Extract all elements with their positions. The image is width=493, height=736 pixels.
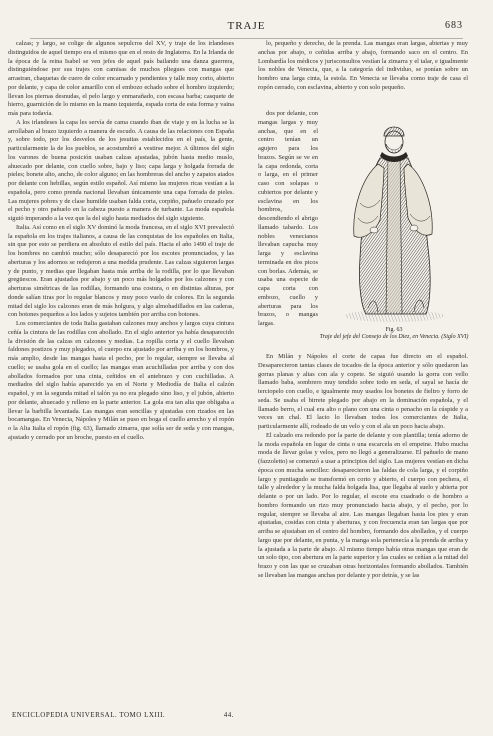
- header-rule: [30, 38, 463, 39]
- publication-title: ENCICLOPEDIA UNIVERSAL. TOMO LXIII.: [12, 711, 166, 719]
- running-title: TRAJE: [227, 20, 266, 32]
- page-number: 683: [445, 20, 463, 31]
- page-header: [30, 20, 463, 36]
- page-footer: [12, 711, 234, 721]
- venetian-official-engraving: [322, 108, 466, 326]
- paragraph: dos por delante, con mangas largas y muy anchas, que en el centro tenían un agujero para los brazos. Según se ve en la capa redonda, corta o larga, en el primer caso con solapas o cubiertos por delante y esclavina en los hombros, descendiendo el abrigo llamado tabardo. Los nobles venecianos llevaban capucha muy larga y esclavina terminada en dos picos con borlas. Además, se usaba una especie de capa corta con embozo, cuello y aberturas para los brazos, o mangas largas.: [258, 110, 318, 327]
- paragraph: Los comerciantes de toda Italia gastaban calzones muy anchos y largos cuya cintura ceñía la cintura de las rodillas con abollado. En el siglo anterior ya había desaparecido la división de las calzas en calzones y medias. La ropilla corta y el cuello llevaban faldones postizos y muy plegados, el cuerpo era ajustado por arriba y en los hombros, y más amplio, desde las mangas hasta el pecho, por lo regular, siempre se llevaba al cuello; se usaba gola en el cuello; las mangas eran acuchilladas por arriba y con dos abollados formados por una cinta, ceñidos en el antebrazo y con cuchilladas. A mediados del siglo había aparecido ya en el Norte y Mediodía de Italia el calzón español, y en la segunda mitad el talón ya no era plegado sino liso, y el jubón, abierto por delante, ahuecado y relleno en la parte anterior. La gola era tan alta que obligaba a llevar la barbilla levantada. Las mangas eran sencillas y ajustadas con rizados en las bocamangas. En Venecia, Nápoles y Milán se puso en boga el cuello arrecho y el ropón o la Alta Italia el ropón (fig. 63), llamado zimarra, que solía ser de seda y con mangas, ajustado y cerrado por un broche, puesto en el cuello.: [8, 320, 234, 441]
- left-column: [8, 40, 234, 702]
- paragraph: calzas; y largo, se colige de algunos sepulcros del XV, y traje de los irlandeses distinguidos de aquel tiempo era el mismo que en el resto de Inglaterra. En la Irlanda de la época de la reina Isabel se ven jefes de aquel país bailando una danza guerrera, distinguiéndose por sus trajes con camisas de muchos pliegues con mangas que arrastran, chaquetas de cuero de color encarnado y pendientes y talle muy corto, abierto por delante, y capa de color amarillo con el embozo echado sobre el hombro izquierdo; llevan los piernas desnudas, el pelo largo y enmarañado, con escasa barba; casquete de hierro, guarnición de lo mismo en la mano izquierda, espada corta de esta forma y vaina más para todavía.: [8, 40, 234, 117]
- paragraph: El calzado era redondo por la parte de delante y con plantilla; tenía adorno de la moda española en lugar de cinta o una escarcela en el empeine. Hubo mucha moda de llevar golas y velos, pero no llegó a generalizarse. El pañuelo de mano (fazzoletto) se comenzó a usar a principios del siglo. Las mujeres vestían en dicha época con mucha sencillez: desaparecieron las faldas de cola larga, y el corpiño largo y puntiagudo se transformó en corto y abierto, el cuerpo con pechera, el talle y alrededor y la mucha falda holgada lisa, que llegaba al suelo y abierta por delante o por un lado. Por lo regular, el escote era cuadrado o de hombro a hombro formando un rizo muy pronunciado hacia abajo, y el pecho, por lo regular, siempre se llevaba al aire. Las mangas llegaban hasta los pies y eran ajustadas, cosidas con cinta y aberturas, y con frecuencia eran tan largas que por arriba se ajustaban en el centro del hombro, formando dos abollados, y el cuerpo largo que por delante, en punta, y la manga sola pertenecía a la prenda de arriba y la ajustada a la parte de abajo. Al mismo tiempo había otras mangas que eran de un solo tipo, con abertura en la parte superior y las cuales se ceñían a la mitad del brazo y con las que se cruzaban otras horizontales formando abollados. También se llevaban las mangas anchas por delante y por detrás, y se las: [258, 431, 468, 579]
- paragraph: lo, pequeño y derecho, de la prenda. Las mangas eran largas, abiertas y muy anchas por abajo, o ceñidas arriba y abajo, formando saco en el centro. En Lombardía los médicos y jurisconsultos vestían la zimarra y el talar, e igualmente los nobles de Venecia, que, a la categoría del individuo, se ponían sobre un hombro una larga cinta, la estola. En Venecia se llevaba como traje de casa el ropón cerrado, con esclavina, abierto y con solo pequeño.: [258, 40, 468, 91]
- paragraph: En Milán y Nápoles el corte de capas fue directo en el español. Desaparecieron tantas clases de tocados de la época anterior y sólo quedaron las gorras planas y altas con ala y copete. Se siguió usando la gorra con vello llamado baba, sombrero muy tendido sobre todo en seda, el sayal se hacía de terciopelo con cuello, e igualmente muy usados los bonetes de fieltro y forro de seda. Se usaba el birrete plegado por abajo en la dominación española, y el llamado berro, el cual era alto o plano con una cinta o penacho en la cúspide y a veces un chal. El lacio lo llevaban todos los comerciantes de Italia, particularmente allí, rodeado de un velo y con el ala un poco hacia abajo.: [258, 353, 468, 430]
- figure-illustration: [322, 108, 466, 326]
- figure-caption: Traje del jefe del Consejo de los Diez, en Venecia. (Siglo XVI): [319, 334, 469, 340]
- right-column-top: [258, 40, 468, 110]
- right-column-bottom: [258, 353, 468, 702]
- paragraph: A los irlandeses la capa les servía de cama cuando iban de viaje y en la lucha se la arrollaban al brazo izquierdo a manera de escudo. A causa de las relaciones con España y, sobre todo, por los desvelos de los jesuitas establecidos en el país, la gente, particularmente la de los pueblos, se acostumbró a vestirse mejor. A últimos del siglo los varones de buena posición usaban calzas ajustadas, jubón hasta medio muslo, ahuecado por delante, con cuello sobre, bajo y liso; capa larga y holgada forrada de pieles; bonete alto, ancho, de color alguno; en las hombreras del ancho y zapatos atados por delante con hebillas, según estilo español. Así mismo las mujeres ricas vestían a la española, pero como prenda nacional llevaban únicamente una capa forrada de pieles. Las mujeres pobres y de clase humilde usaban falda corta, corpiño, pañuelo cruzado por el pecho y otro pañuelo en la cabeza puesto a manera de turbante. La moda española siguió imperando a la vez que la del siglo hasta mediados del siglo siguiente.: [8, 118, 234, 222]
- right-column-narrow: [258, 110, 318, 342]
- signature-mark: 44.: [223, 711, 234, 719]
- paragraph: Italia. Así como en el siglo XV dominó la moda francesa, en el siglo XVI prevaleció la española en los trajes italianos, a causa de las conquistas de los españoles en Italia, sin que por esto se perdiera en absoluto el estilo del país. Hacia el año 1490 el traje de los hombres no cambió mucho; sólo desapareció por los escotes pronunciados, y las aberturas y los adornos se redujeron a una medida prudente. Las calzas siguieron largas y de punto, y medias que llegaban hasta más arriba de la rodilla, por lo que llevaban gregüescos. Eran ajustados por abajo y un poco más holgados por los calzones y con aberturas simétricas de las rodillas, formando una costura, o en distintas alturas, por donde salían tiras por lo regular blancos y muy poco vuelo de colores. En la segunda mitad del siglo los calzones eran de más holgura, y algo almohadillados en las caderas, con botones pequeños a los lados y sujetos también por arriba con botones.: [8, 223, 234, 319]
- figure-label: Fig. 63: [385, 327, 403, 333]
